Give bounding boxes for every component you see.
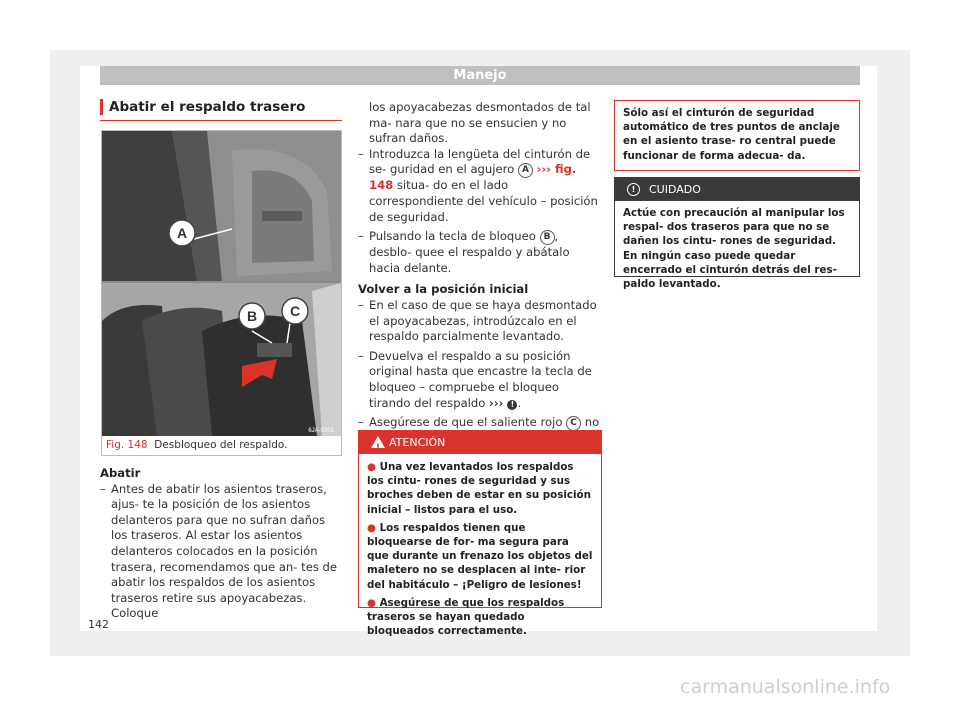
figure-code: 6JA-0201 <box>308 428 334 434</box>
watermark: carmanualsonline.info <box>680 676 891 698</box>
warning-link-arrows: ››› <box>489 395 504 410</box>
atencion-item-3 <box>367 596 593 639</box>
step-1-continued: los apoyacabezas desmontados de tal ma- nara que no se ensucien y no sufran daños. <box>369 100 591 146</box>
step-5-text: Devuelva el respaldo a su posición original hasta que encastre la tecla de bloqueo – compruebe el bloqueo tirando del respaldo <box>369 348 592 410</box>
step-5: – Devuelva el respaldo a su posición original hasta que encastre la tecla de bloqueo – compruebe el bloqueo tirando del respaldo ››› ! . <box>358 349 602 411</box>
callout-a-label: A <box>176 225 188 241</box>
step-6-text-b: no <box>584 415 600 430</box>
step-3-text-a: Pulsando la tecla de bloqueo <box>369 229 536 244</box>
step-2 <box>358 147 602 225</box>
ref-b-badge: B <box>540 230 555 245</box>
ref-c-badge: C <box>566 416 581 431</box>
seat-backrest-illustration <box>102 131 341 436</box>
left-column <box>100 466 343 622</box>
step-1: – Antes de abatir los asientos traseros, ajus- te la posición de los asientos delanteros para que no sufran daños los traseros. Al estar los asientos delanteros colocados en la posición trasera, recomendamos que an- tes de abatir los respaldos de los asientos traseros retire sus apoyacabezas. Coloque <box>100 482 343 622</box>
bullet-icon: ● <box>367 461 380 473</box>
atencion-body <box>359 454 601 638</box>
cuidado-header <box>615 178 859 201</box>
atencion-item-2-text: Los respaldos tienen que bloquearse de for- ma segura para que durante un frenazo los objetos del maletero no se desplacen al inte- rior del habitáculo – ¡Peligro de lesiones! <box>367 521 593 591</box>
callout-b-label: B <box>246 308 258 324</box>
atencion-title: ATENCIÓN <box>389 436 446 449</box>
cuidado-box <box>614 177 860 291</box>
warning-link[interactable] <box>489 396 517 410</box>
figure-148 <box>101 130 342 456</box>
ref-a-badge: A <box>518 163 533 178</box>
step-3-text-b: , desblo- quee el respaldo y abátalo hacia delante. <box>369 229 570 275</box>
atencion-box <box>358 430 602 638</box>
bullet-icon: ● <box>367 596 380 609</box>
fig-148-link[interactable]: ››› fig. 148 <box>369 162 577 193</box>
cuidado-title: CUIDADO <box>649 183 701 196</box>
section-title: Abatir el respaldo trasero <box>100 99 342 115</box>
seatbelt-note: Sólo así el cinturón de seguridad automático de tres puntos de anclaje en el asiento trase- ro central puede funcionar de forma adecua- da. <box>614 100 860 171</box>
figure-label: Fig. 148 <box>106 439 148 451</box>
atencion-item-3-text: Asegúrese de que los respaldos traseros se hayan quedado bloqueados correctamente. <box>367 596 565 638</box>
warning-triangle-icon <box>371 436 385 448</box>
title-rule <box>100 120 342 121</box>
info-icon: ! <box>627 183 640 196</box>
atencion-header <box>359 431 601 454</box>
atencion-item-1 <box>367 460 593 517</box>
step-2-text-b: situa- do en el lado correspondiente del vehículo – posición de seguridad. <box>369 178 598 224</box>
heading-volver: Volver a la posición inicial <box>358 282 529 297</box>
heading-abatir: Abatir <box>100 466 141 480</box>
chapter-header: Manejo <box>100 66 860 85</box>
page-number: 142 <box>88 618 109 631</box>
figure-caption-text: Desbloqueo del respaldo. <box>154 439 288 451</box>
atencion-item-1-text: Una vez levantados los respaldos los cintu- rones de seguridad y sus broches deben de estar en su posición inicial – listos para el uso. <box>367 461 591 516</box>
middle-column <box>358 100 602 447</box>
step-4: – En el caso de que se haya desmontado el apoyacabezas, introdúzcalo en el respaldo parcialmente levantado. <box>358 298 602 345</box>
atencion-item-2 <box>367 521 593 592</box>
bullet-icon: ● <box>367 521 380 534</box>
callout-c-label: C <box>289 303 301 319</box>
figure-caption <box>106 439 287 451</box>
step-3 <box>358 229 602 276</box>
cuidado-body: Actúe con precaución al manipular los respal- dos traseros para que no se dañen los cintu- rones de seguridad. En ningún caso puede quedar encerrado el cinturón detrás del res- paldo levantado. <box>623 207 845 291</box>
warning-icon: ! <box>507 400 517 410</box>
step-6-text-a: Asegúrese de que el saliente rojo <box>369 415 563 430</box>
step-2-text-a: Introduzca la lengüeta del cinturón de se- guridad en el agujero <box>369 146 591 177</box>
